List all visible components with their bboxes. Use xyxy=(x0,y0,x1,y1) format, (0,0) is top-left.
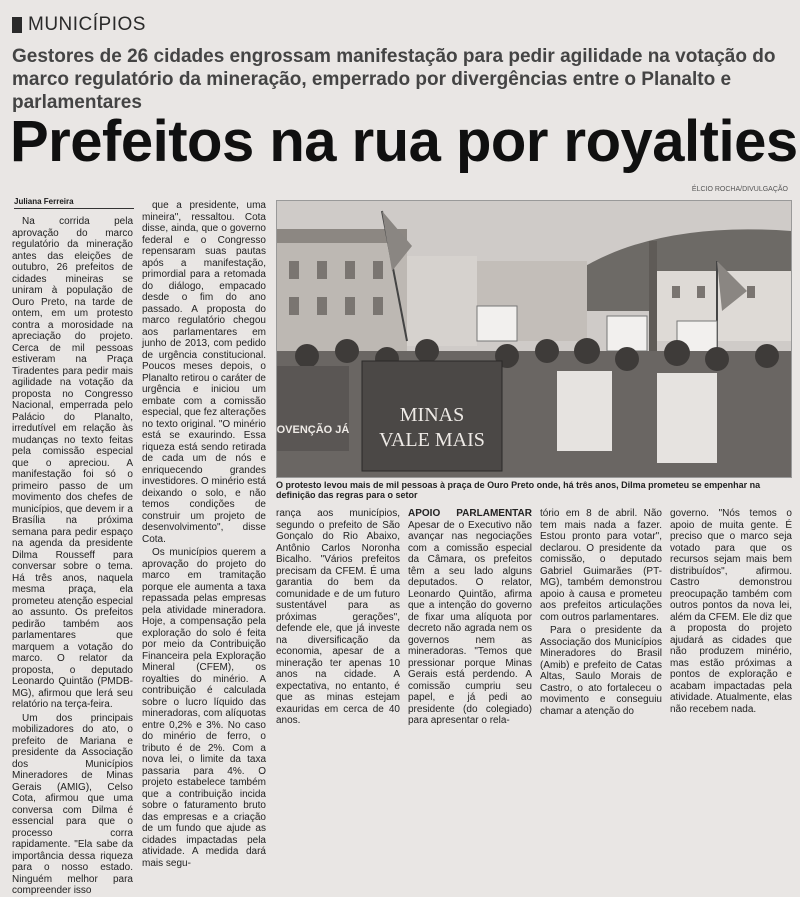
paragraph: tório em 8 de abril. Não tem mais nada a fazer. Estou pronto para votar", declarou. O presidente da comissão, o deputado Gabriel Guimarães (PT-MG), também demonstrou apoio à causa e prometeu aos prefeitos articulações com outros parlamentares. xyxy=(540,508,662,623)
article-column-5 xyxy=(540,508,662,717)
article-column-6 xyxy=(670,508,792,715)
banner-text-left: OVENÇÃO JÁ xyxy=(276,424,350,436)
paragraph xyxy=(408,508,532,727)
paragraph: governo. "Nós temos o apoio de muita gente. É preciso que o marco seja votado para que os recursos sejam mais bem distribuídos", afirmou. Castro demonstrou preocupação também com outros pontos da nova lei, além da CFEM. Ele diz que a proposta do projeto ajudará as cidades que não produzem minério, mas estão próximas a pontos de exploração e acabam impactadas pela atividade. Atualmente, elas não recebem nada. xyxy=(670,508,792,715)
article-deck: Gestores de 26 cidades engrossam manifestação para pedir agilidade na votação do marco regulatório da mineração, emperrado por divergências entre o Planalto e parlamentares xyxy=(12,46,776,113)
section-header xyxy=(12,14,146,36)
article-headline: Prefeitos na rua por royalties xyxy=(10,109,798,174)
paragraph: Um dos principais mobilizadores do ato, o prefeito de Mariana e presidente da Associação dos Municípios Mineradores de Minas Gerais (AMIG), Celso Cota, afirmou que uma conversa com Dilma é essencial para que o processo corra rapidamente. "Ela sabe da importância dessa riqueza para o nosso estado. Ninguém melhor para compreender isso xyxy=(12,712,133,896)
photo-illustration xyxy=(277,201,791,477)
paragraph: Na corrida pela aprovação do marco regulatório da mineração antes das eleições de outubro, 26 prefeitos de cidades mineiras se uniram à população de Ouro Preto, na tarde de ontem, em um protesto contra a morosidade na apreciação do projeto. Cerca de mil pessoas estiveram na Praça Tiradentes para pedir mais agilidade na votação da proposta no Congresso Nacional, emperrada pelo Palácio do Planalto, irredutível em relação às mudanças no texto feitas pela comissão especial que o apreciou. A manifestação foi só o primeiro passo de um movimento dos chefes de municípios, que devem ir a Brasília na próxima semana para pedir espaço na agenda da presidente Dilma Rousseff para conversar sobre o tema. Há três anos, naquela mesma praça, ela prometeu atenção especial ao assunto. Os prefeitos pedirão também aos parlamentares que marquem a votação do marco. O relator da proposta, o deputado Leonardo Quintão (PMDB-MG), afirmou que lerá seu relatório na terça-feira. xyxy=(12,216,133,710)
paragraph: que a presidente, uma mineira", ressaltou. Cota disse, ainda, que o governo federal e o Congresso repensaram suas pautas após a manifestação, primordial para a retomada do diálogo, empacado desde o fim do ano passado. A proposta do marco regulatório chegou aos parlamentares em junho de 2013, com pedido de urgência constitucional. Poucos meses depois, o Planalto retirou o caráter de urgência e iniciou um embate com a comissão especial, que fez alterações no texto original. "O minério está se exaurindo. Essa riqueza está sendo retirada de cada um de nós e enriquecendo grandes investidores. O minério está deixando o solo, e não temos condições de construir um projeto de desenvolvimento", disse Cota. xyxy=(142,200,266,545)
paragraph: Os municípios querem a aprovação do projeto do marco em tramitação porque ele aumenta a taxa repassada pelas empresas pela atividade mineradora. Hoje, a compensação pela exploração do solo é feita por meio da Contribuição Financeira pela Exploração Mineral (CFEM), os royalties do minério. A contribuição é calculada sobre o lucro líquido das mineradoras, com alíquotas entre 0,2% e 3%. No caso do minério de ferro, o tributo é de 2%. Com a nova lei, o limite da taxa passaria para 4%. O projeto estabelece também que a contribuição incida sobre o faturamento bruto das empresas e a criação de um fundo que ajude as cidades impactadas pela atividade. A medida dará mais segu- xyxy=(142,547,266,869)
byline: Juliana Ferreira xyxy=(14,197,134,209)
photo-credit: ÉLCIO ROCHA/DIVULGAÇÃO xyxy=(691,186,788,193)
section-marker xyxy=(12,17,22,33)
article-column-3 xyxy=(276,508,400,726)
banner-text-line-1: MINAS xyxy=(399,404,465,426)
paragraph: Para o presidente da Associação dos Municípios Mineradores do Brasil (Amib) e prefeito de Catas Altas, Saulo Morais de Castro, o ato fortaleceu o movimento e conseguiu chamar a atenção do xyxy=(540,625,662,717)
banner-text-line-2: VALE MAIS xyxy=(379,429,485,451)
section-label: MUNICÍPIOS xyxy=(28,14,146,35)
paragraph-text: Apesar de o Executivo não avançar nas negociações com a comissão especial da Câmara, os prefeitos têm a seu lado alguns deputados. O relator, Leonardo Quintão, afirma que a intenção do governo de fixar uma alíquota por decreto não agrada nem os governos nem as mineradoras. "Temos que pressionar porque Minas Gerais está perdendo. A comissão cumpriu seu papel, e já pedi ao presidente (do colegiado) para apresentar o rela- xyxy=(408,519,532,726)
subhead: APOIO PARLAMENTAR xyxy=(408,508,532,519)
article-column-1 xyxy=(12,216,133,896)
article-column-4 xyxy=(408,508,532,726)
article-column-2 xyxy=(142,200,266,869)
paragraph: rança aos municípios, segundo o prefeito de São Gonçalo do Rio Abaixo, Antônio Carlos Noronha Bicalho. "Vários prefeitos precisam da CFEM. É uma garantia do bem da comunidade e de um futuro sustentável para as próximas gerações", defende ele, que já investe na diversificação da economia, apesar de a mineração ter apenas 10 anos na cidade. A expectativa, no entanto, é que as minas estejam exauridas em cerca de 40 anos. xyxy=(276,508,400,726)
protest-photo xyxy=(276,200,792,478)
photo-caption: O protesto levou mais de mil pessoas à praça de Ouro Preto onde, há três anos, Dilma prometeu se empenhar na definição das regras para o setor xyxy=(276,480,761,500)
